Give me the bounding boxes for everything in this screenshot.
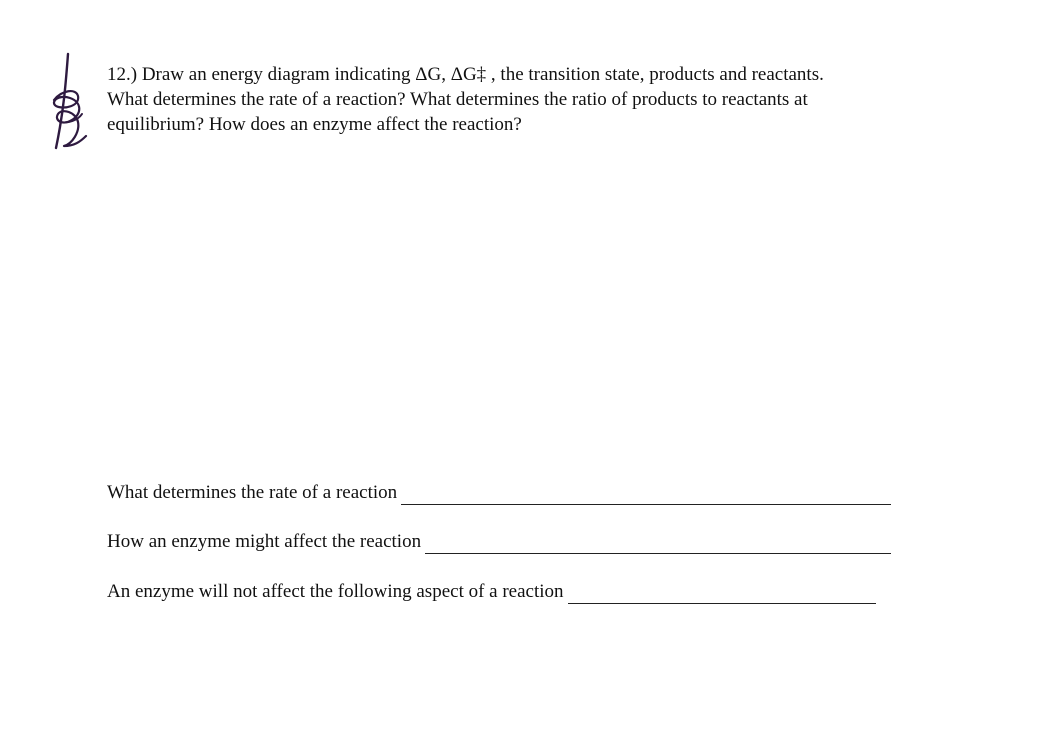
answer-prompt: How an enzyme might affect the reaction <box>107 531 422 552</box>
answer-prompt: An enzyme will not affect the following aspect of a reaction <box>107 581 564 602</box>
answer-blank[interactable] <box>425 535 891 554</box>
answer-row-rate <box>107 481 891 505</box>
handwritten-checkmark <box>48 50 92 152</box>
answer-row-enzyme-effect <box>107 530 891 554</box>
question-line: equilibrium? How does an enzyme affect the reaction? <box>107 114 522 135</box>
question-text <box>107 62 967 137</box>
answer-prompt: What determines the rate of a reaction <box>107 482 398 503</box>
answer-blank[interactable] <box>401 486 891 505</box>
answer-blank[interactable] <box>568 585 876 604</box>
question-line: What determines the rate of a reaction? What determines the ratio of products to reactants at <box>107 89 808 110</box>
answer-row-enzyme-no-effect <box>107 580 876 604</box>
question-line: 12.) Draw an energy diagram indicating ΔG, ΔG‡ , the transition state, products and reactants. <box>107 64 824 85</box>
